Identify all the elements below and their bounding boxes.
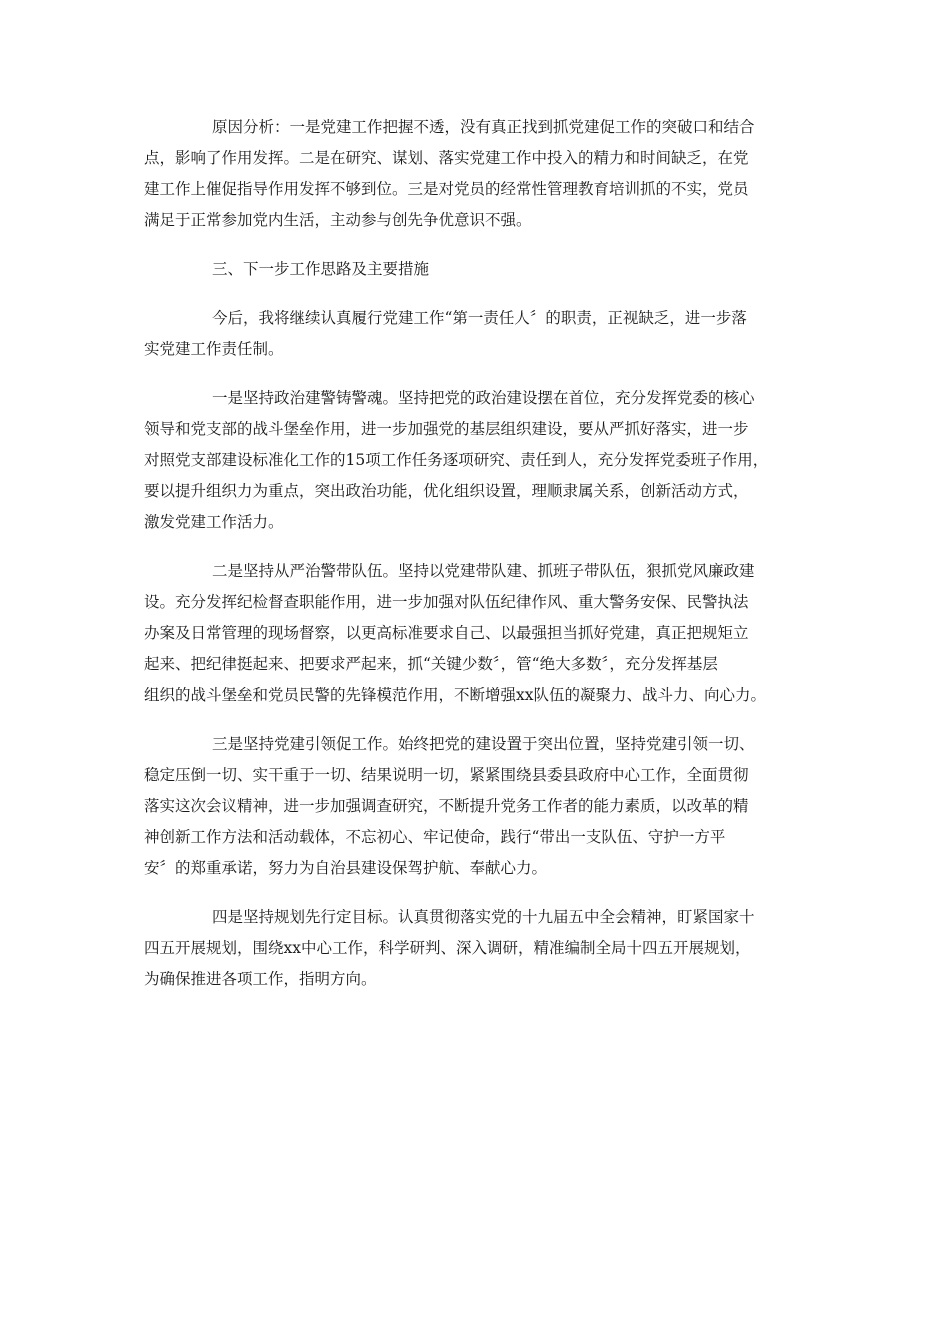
text-line: 三、下一步工作思路及主要措施 <box>212 260 430 278</box>
text-line: 对照党支部建设标准化工作的15项工作任务逐项研究、责任到人，充分发挥党委班子作用， <box>144 451 769 469</box>
text-line: 一是坚持政治建警铸警魂。坚持把党的政治建设摆在首位，充分发挥党委的核心 <box>212 389 755 407</box>
text-line: 神创新工作方法和活动载体，不忘初心、牢记使命，践行“带出一支队伍、守护一方平 <box>144 828 726 846</box>
paragraph-section-heading-3 <box>144 254 834 285</box>
text-line: 激发党建工作活力。 <box>144 513 284 531</box>
document-body <box>144 112 834 1013</box>
paragraph-measure-2 <box>144 556 834 711</box>
text-line: 起来、把纪律挺起来、把要求严起来，抓“关键少数〞，管“绝大多数〞，充分发挥基层 <box>144 655 718 673</box>
paragraph-measure-3 <box>144 729 834 884</box>
text-line: 三是坚持党建引领促工作。始终把党的建设置于突出位置，坚持党建引领一切、 <box>212 735 755 753</box>
text-line: 领导和党支部的战斗堡垒作用，进一步加强党的基层组织建设，要从严抓好落实，进一步 <box>144 420 749 438</box>
text-line: 四是坚持规划先行定目标。认真贯彻落实党的十九届五中全会精神，盯紧国家十 <box>212 908 755 926</box>
paragraph-measure-1 <box>144 383 834 538</box>
text-line: 四五开展规划，围绕xx中心工作，科学研判、深入调研，精准编制全局十四五开展规划， <box>144 939 751 957</box>
text-line: 今后，我将继续认真履行党建工作“第一责任人〞的职责，正视缺乏，进一步落 <box>212 309 747 327</box>
text-line: 设。充分发挥纪检督查职能作用，进一步加强对队伍纪律作风、重大警务安保、民警执法 <box>144 593 749 611</box>
text-line: 要以提升组织力为重点，突出政治功能，优化组织设置，理顺隶属关系，创新活动方式， <box>144 482 749 500</box>
text-line: 落实这次会议精神，进一步加强调查研究，不断提升党务工作者的能力素质，以改革的精 <box>144 797 749 815</box>
text-line: 办案及日常管理的现场督察，以更高标准要求自己、以最强担当抓好党建，真正把规矩立 <box>144 624 749 642</box>
text-line: 为确保推进各项工作，指明方向。 <box>144 970 377 988</box>
text-line: 原因分析：一是党建工作把握不透，没有真正找到抓党建促工作的突破口和结合 <box>212 118 755 136</box>
text-line: 建工作上催促指导作用发挥不够到位。三是对党员的经常性管理教育培训抓的不实，党员 <box>144 180 749 198</box>
text-line: 实党建工作责任制。 <box>144 340 284 358</box>
text-line: 安〞的郑重承诺，努力为自治县建设保驾护航、奉献心力。 <box>144 859 548 877</box>
text-line: 组织的战斗堡垒和党员民警的先锋模范作用，不断增强xx队伍的凝聚力、战斗力、向心力。 <box>144 686 766 704</box>
paragraph-intro <box>144 303 834 365</box>
text-line: 点，影响了作用发挥。二是在研究、谋划、落实党建工作中投入的精力和时间缺乏，在党 <box>144 149 749 167</box>
text-line: 二是坚持从严治警带队伍。坚持以党建带队建、抓班子带队伍，狠抓党风廉政建 <box>212 562 755 580</box>
text-line: 稳定压倒一切、实干重于一切、结果说明一切，紧紧围绕县委县政府中心工作，全面贯彻 <box>144 766 749 784</box>
paragraph-measure-4 <box>144 902 834 995</box>
paragraph-cause-analysis <box>144 112 834 236</box>
text-line: 满足于正常参加党内生活，主动参与创先争优意识不强。 <box>144 211 532 229</box>
